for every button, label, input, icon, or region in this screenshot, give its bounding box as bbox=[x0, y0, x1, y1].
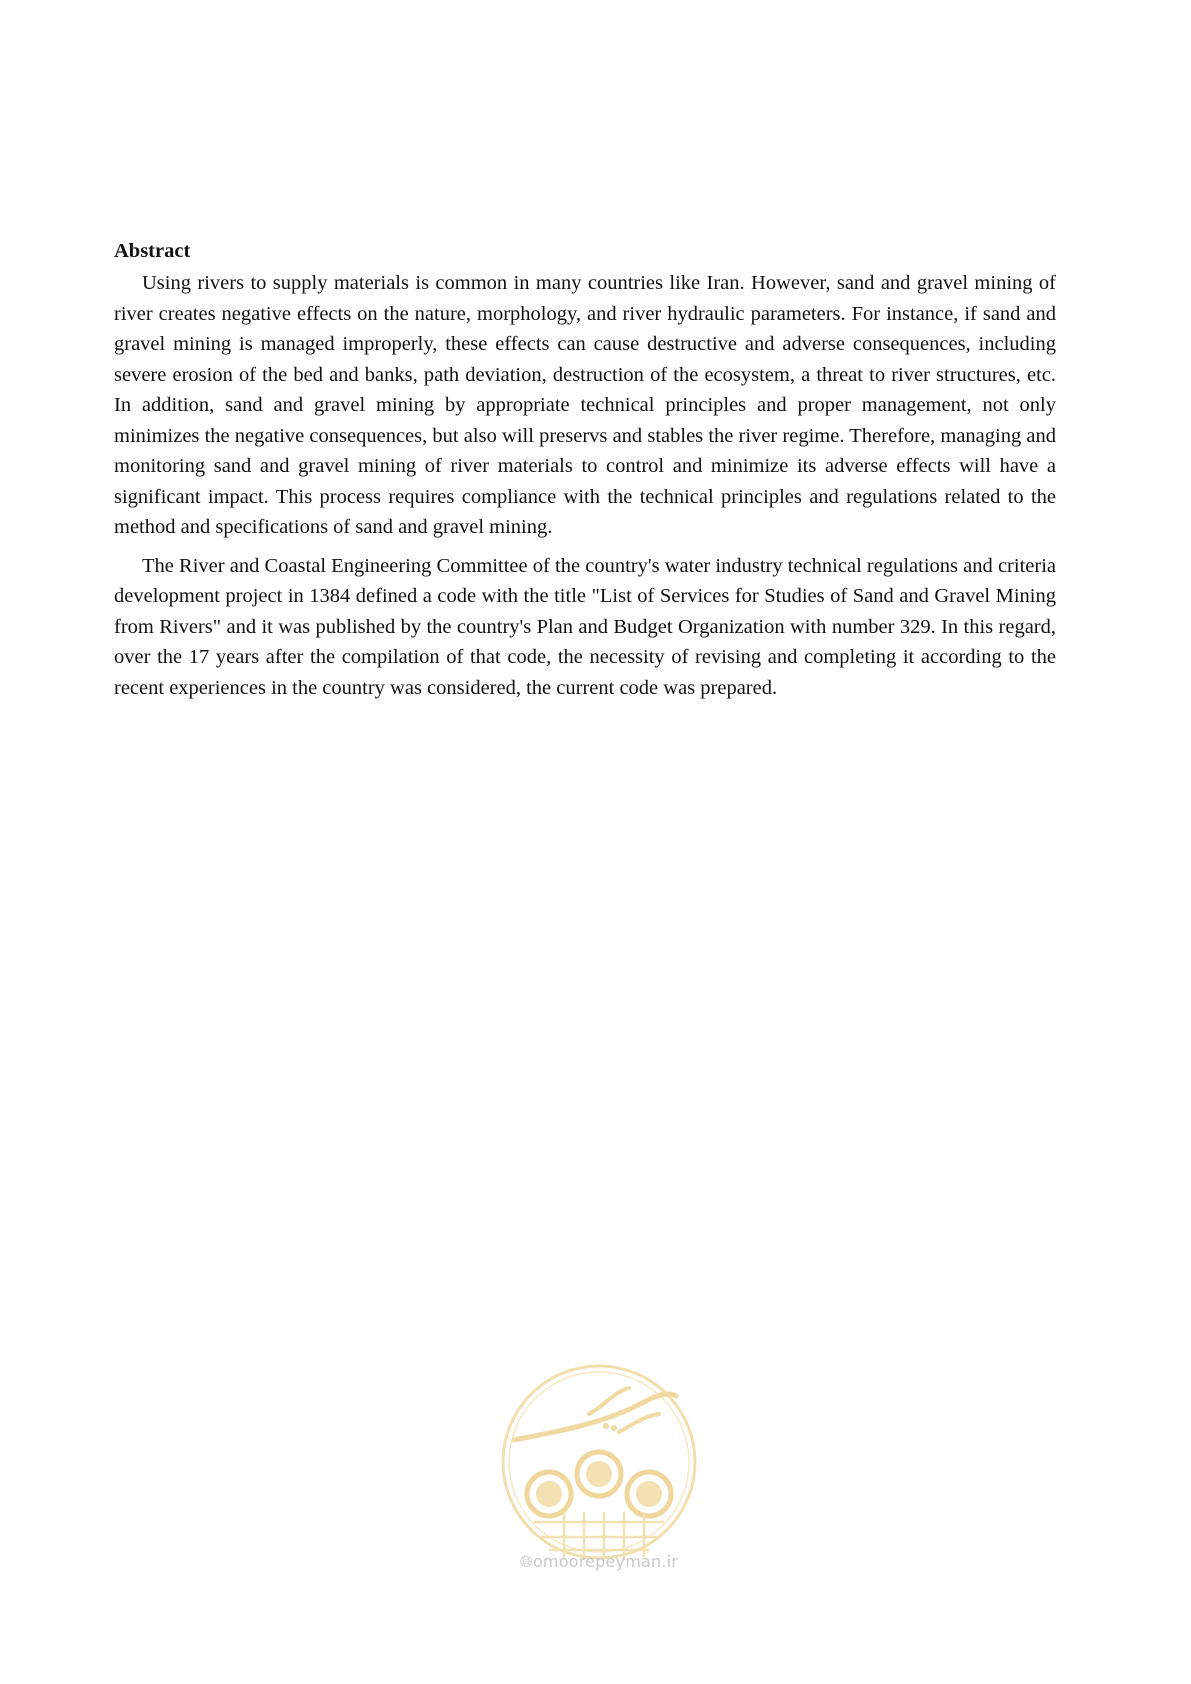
watermark-url: omoorepeyman.ir bbox=[532, 1552, 679, 1571]
abstract-paragraph-1: Using rivers to supply materials is common in many countries like Iran. However, sand and gravel mining of river creates negative effects on the nature, morphology, and river hydraulic parameters. For instance, if sand and gravel mining is managed improperly, these effects can cause destructive and adverse consequences, including severe erosion of the bed and banks, path deviation, destruction of the ecosystem, a threat to river structures, etc. In addition, sand and gravel mining by appropriate technical principles and proper management, not only minimizes the negative consequences, but also will preservs and stables the river regime. Therefore, managing and monitoring sand and gravel mining of river materials to control and minimize its adverse effects will have a significant impact. This process requires compliance with the technical principles and regulations related to the method and specifications of sand and gravel mining. bbox=[114, 272, 1056, 538]
seal-icon bbox=[494, 1362, 704, 1562]
watermark-caption bbox=[494, 1552, 704, 1572]
abstract-section bbox=[114, 236, 1056, 711]
watermark-logo bbox=[494, 1362, 704, 1592]
section-heading: Abstract bbox=[114, 240, 191, 262]
abstract-paragraph-2: The River and Coastal Engineering Committee of the country's water industry technical regulations and criteria development project in 1384 defined a code with the title "List of Services for Studies of Sand and Gravel Mining from Rivers" and it was published by the country's Plan and Budget Organization with number 329. In this regard, over the 17 years after the compilation of that code, the necessity of revising and completing it according to the recent experiences in the country was considered, the current code was prepared. bbox=[114, 554, 1056, 699]
globe-icon: 🌐︎ bbox=[519, 1552, 533, 1571]
